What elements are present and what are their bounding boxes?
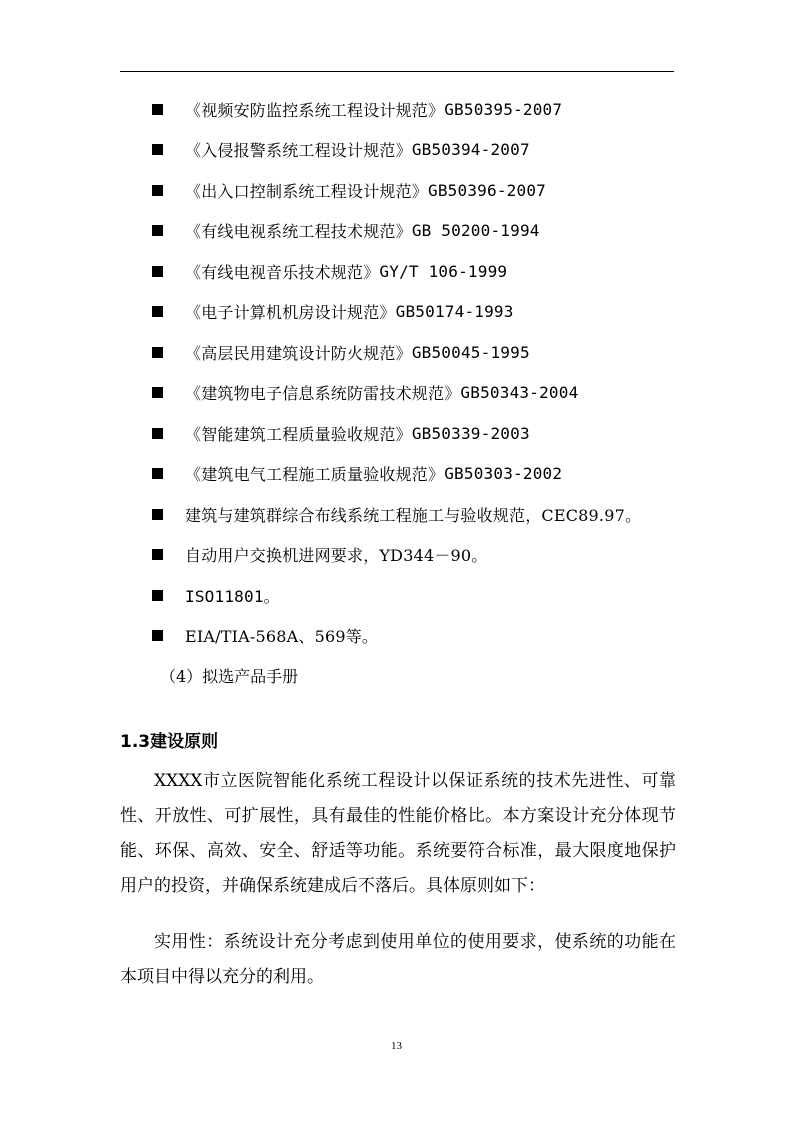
list-item [152, 215, 540, 245]
standard-name: EIA/TIA-568A、569等。 [185, 626, 379, 646]
page-number: 13 [391, 1040, 402, 1052]
standard-name: 《出入口控制系统工程设计规范》 [185, 181, 429, 201]
standard-code: GB50343-2004 [460, 382, 579, 402]
body-paragraph: XXXX市立医院智能化系统工程设计以保证系统的技术先进性、可靠性、开放性、可扩展性，具有最佳的性能价格比。本方案设计充分体现节能、环保、高效、安全、舒适等功能。系统要符合标准，最大限度地保护用户的投资，并确保系统建成后不落后。具体原则如下： [120, 771, 676, 896]
square-bullet-icon [152, 185, 163, 196]
square-bullet-icon [152, 144, 163, 155]
standard-name: 《入侵报警系统工程设计规范》 [185, 140, 412, 160]
body-paragraph: 实用性：系统设计充分考虑到使用单位的使用要求，使系统的功能在本项目中得以充分的利用。 [120, 932, 676, 987]
list-item [152, 620, 378, 650]
square-bullet-icon [152, 630, 163, 641]
section-heading [120, 727, 218, 752]
list-item [152, 458, 562, 488]
square-bullet-icon [152, 509, 163, 520]
standard-code: GB50394-2007 [411, 139, 530, 159]
standard-name: 《智能建筑工程质量验收规范》 [185, 424, 412, 444]
square-bullet-icon [152, 387, 163, 398]
standard-name: 《建筑电气工程施工质量验收规范》 [185, 464, 445, 484]
list-item [152, 256, 507, 286]
standard-name: 建筑与建筑群综合布线系统工程施工与验收规范，CEC89.97。 [185, 505, 642, 525]
list-item [152, 175, 546, 205]
standard-name: 《视频安防监控系统工程设计规范》 [185, 100, 445, 120]
standard-code: GB50395-2007 [444, 99, 563, 119]
standard-code: GB50045-1995 [411, 342, 530, 362]
square-bullet-icon [152, 549, 163, 560]
standard-code: GY/T 106-1999 [379, 261, 508, 281]
square-bullet-icon [152, 104, 163, 115]
standard-name: 《有线电视音乐技术规范》 [185, 262, 380, 282]
square-bullet-icon [152, 347, 163, 358]
subitem-product-manual: （4）拟选产品手册 [160, 667, 299, 686]
square-bullet-icon [152, 468, 163, 479]
list-item [152, 539, 488, 569]
standard-name: 自动用户交换机进网要求，YD344－90。 [185, 545, 488, 565]
standard-name: 《建筑物电子信息系统防雷技术规范》 [185, 383, 461, 403]
list-item [152, 377, 578, 407]
list-item [152, 418, 530, 448]
list-item [152, 94, 562, 124]
square-bullet-icon [152, 306, 163, 317]
standard-code: GB50339-2003 [411, 423, 530, 443]
square-bullet-icon [152, 590, 163, 601]
section-title: 建设原则 [150, 732, 219, 752]
list-item [152, 499, 641, 529]
list-item [152, 134, 530, 164]
square-bullet-icon [152, 266, 163, 277]
list-item [152, 337, 530, 367]
square-bullet-icon [152, 428, 163, 439]
standard-name: 《有线电视系统工程技术规范》 [185, 221, 412, 241]
standard-code: GB50303-2002 [444, 463, 563, 483]
list-item [152, 580, 280, 610]
header-rule [120, 71, 674, 72]
standard-name: 《高层民用建筑设计防火规范》 [185, 343, 412, 363]
list-item [152, 296, 514, 326]
section-number: 1.3 [120, 732, 151, 752]
standard-name: ISO11801。 [185, 586, 280, 606]
square-bullet-icon [152, 225, 163, 236]
standard-code: GB 50200-1994 [411, 220, 540, 240]
standard-code: GB50396-2007 [428, 180, 547, 200]
standard-code: GB50174-1993 [395, 301, 514, 321]
standard-name: 《电子计算机机房设计规范》 [185, 302, 396, 322]
